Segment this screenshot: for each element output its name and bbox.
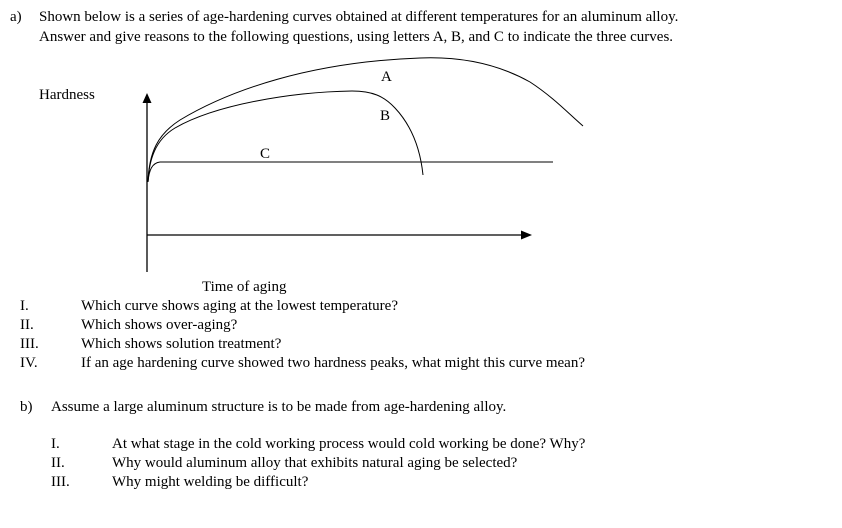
- curve-label-b: B: [380, 108, 391, 124]
- question-b-text: At what stage in the cold working process would cold working be done? Why?: [112, 436, 586, 452]
- curve-label-a: A: [381, 69, 392, 85]
- question-a-num: I.: [20, 298, 29, 314]
- curve-a: [148, 58, 583, 182]
- part-b-label: b): [20, 399, 33, 415]
- part-a-label: a): [10, 9, 22, 25]
- question-a-text: Which shows solution treatment?: [81, 336, 282, 352]
- curve-c: [148, 162, 553, 182]
- curve-label-c: C: [260, 146, 271, 162]
- question-a-num: II.: [20, 317, 34, 333]
- y-axis-label: Hardness: [39, 87, 95, 103]
- question-b-num: III.: [51, 474, 70, 490]
- question-a-num: IV.: [20, 355, 38, 371]
- curve-b: [148, 91, 423, 182]
- part-b-intro: Assume a large aluminum structure is to be made from age-hardening alloy.: [51, 399, 507, 415]
- question-b-num: I.: [51, 436, 60, 452]
- question-b-num: II.: [51, 455, 65, 471]
- part-a-intro-line2: Answer and give reasons to the following questions, using letters A, B, and C to indicate the three curves.: [39, 29, 674, 45]
- part-a-intro-line1: Shown below is a series of age-hardening curves obtained at different temperatures for an aluminum alloy.: [39, 9, 679, 25]
- y-axis-arrowhead: [143, 93, 152, 103]
- question-b-text: Why would aluminum alloy that exhibits natural aging be selected?: [112, 455, 518, 471]
- question-a-text: Which curve shows aging at the lowest temperature?: [81, 298, 398, 314]
- question-b-text: Why might welding be difficult?: [112, 474, 309, 490]
- question-a-text: If an age hardening curve showed two hardness peaks, what might this curve mean?: [81, 355, 586, 371]
- question-a-num: III.: [20, 336, 39, 352]
- question-a-text: Which shows over-aging?: [81, 317, 238, 333]
- x-axis-arrowhead: [521, 231, 532, 240]
- x-axis-label: Time of aging: [202, 279, 287, 295]
